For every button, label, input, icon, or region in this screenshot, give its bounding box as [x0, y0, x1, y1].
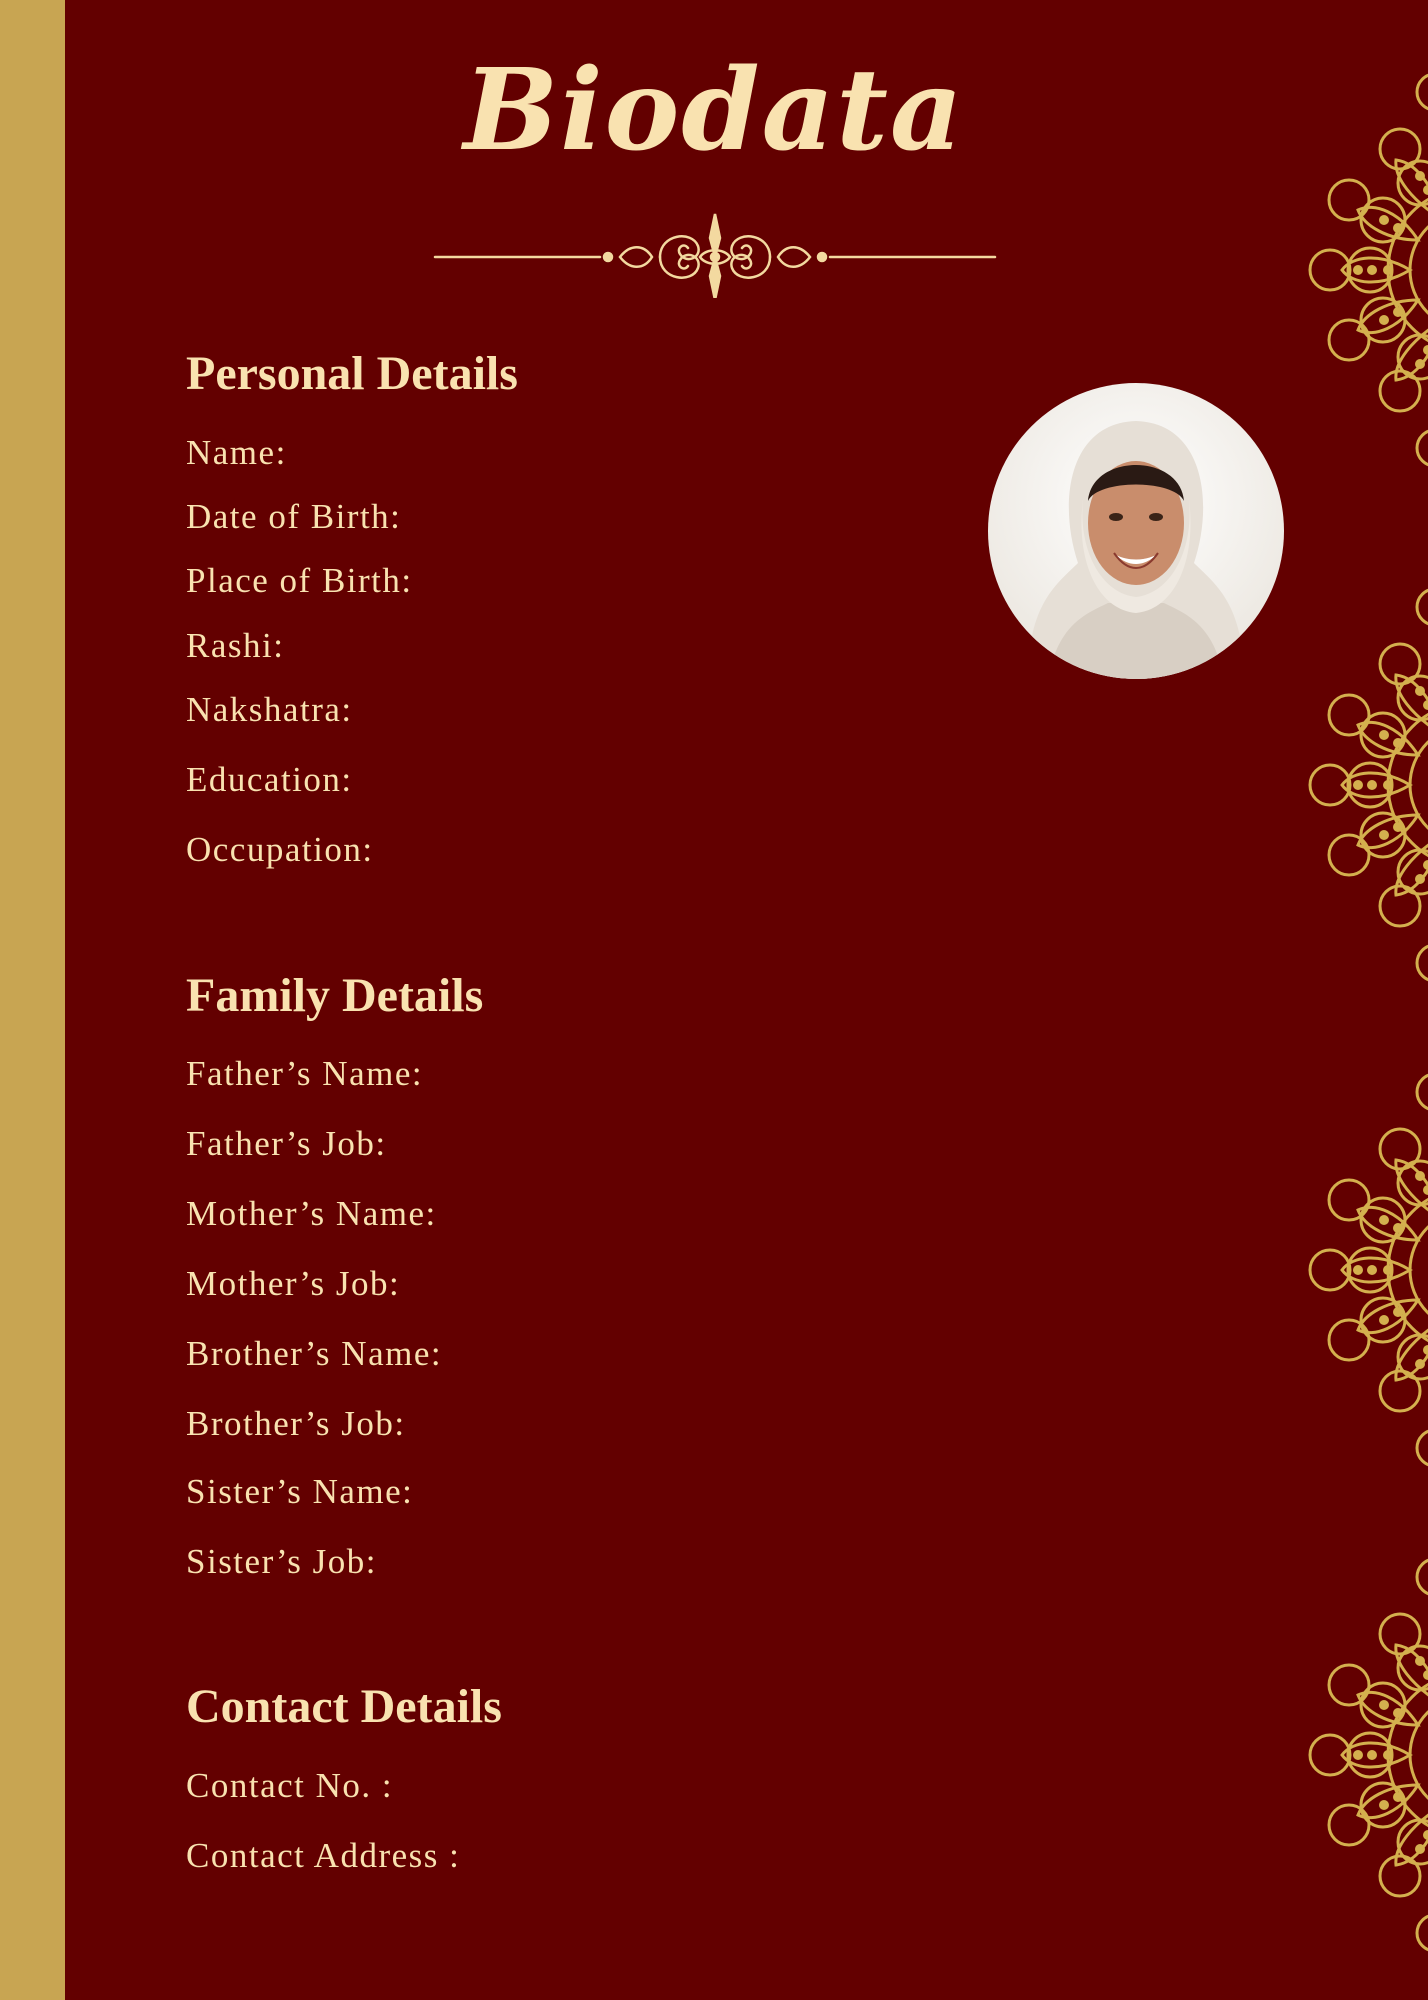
profile-photo-icon: [988, 383, 1284, 679]
field-brothers-name: Brother’s Name:: [186, 1334, 443, 1373]
field-sisters-job: Sister’s Job:: [186, 1542, 377, 1581]
mandala-ornament-icon: [1272, 1040, 1428, 1500]
field-occupation: Occupation:: [186, 830, 374, 869]
page-title: Biodata: [463, 45, 965, 176]
field-mothers-job: Mother’s Job:: [186, 1264, 401, 1303]
field-contact-no: Contact No. :: [186, 1766, 394, 1805]
field-nakshatra: Nakshatra:: [186, 690, 353, 729]
field-rashi: Rashi:: [186, 626, 285, 665]
personal-details-heading: Personal Details: [186, 347, 518, 400]
mandala-ornament-icon: [1272, 1525, 1428, 2000]
profile-photo: [988, 383, 1284, 679]
field-date-of-birth: Date of Birth:: [186, 497, 402, 536]
field-fathers-job: Father’s Job:: [186, 1124, 387, 1163]
mandala-ornament-icon: [1272, 555, 1428, 1015]
contact-details-heading: Contact Details: [186, 1680, 502, 1733]
gold-side-strip: [0, 0, 65, 2000]
ornamental-divider-icon: [430, 208, 1000, 298]
field-contact-address: Contact Address :: [186, 1836, 461, 1875]
family-details-heading: Family Details: [186, 969, 484, 1022]
field-place-of-birth: Place of Birth:: [186, 561, 413, 600]
field-mothers-name: Mother’s Name:: [186, 1194, 437, 1233]
field-education: Education:: [186, 760, 353, 799]
field-fathers-name: Father’s Name:: [186, 1054, 424, 1093]
field-brothers-job: Brother’s Job:: [186, 1404, 406, 1443]
mandala-ornament-icon: [1272, 40, 1428, 500]
field-name: Name:: [186, 433, 287, 472]
field-sisters-name: Sister’s Name:: [186, 1472, 414, 1511]
